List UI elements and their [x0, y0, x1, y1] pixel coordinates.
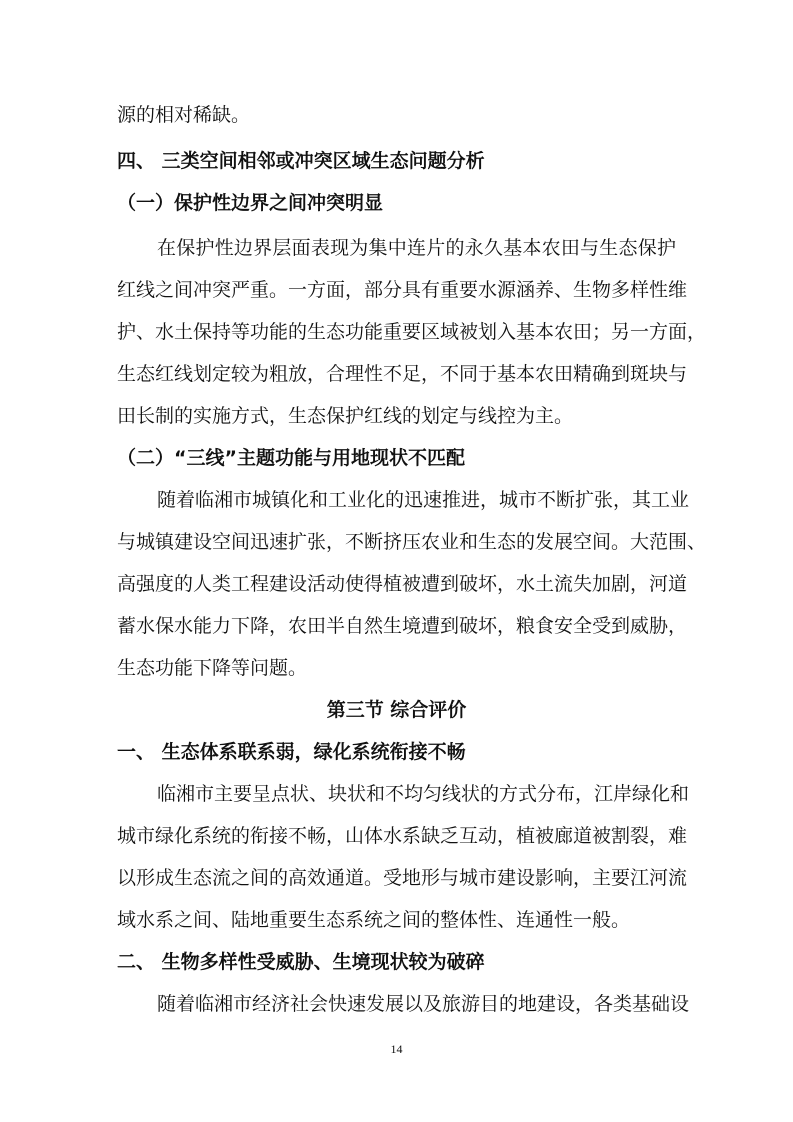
subsection-heading: （二）“三线”主题功能与用地现状不匹配: [117, 447, 465, 469]
page-number: 14: [390, 1042, 403, 1056]
paragraph-line: 生态功能下降等问题。: [117, 657, 308, 679]
section-heading: 四、 三类空间相邻或冲突区域生态问题分析: [117, 150, 485, 172]
section-heading: 一、 生态体系联系弱，绿化系统衔接不畅: [117, 741, 466, 763]
paragraph-line: 城市绿化系统的衔接不畅，山体水系缺乏互动，植被廊道被割裂，难: [117, 825, 688, 847]
paragraph-line: 生态红线划定较为粗放，合理性不足，不同于基本农田精确到斑块与: [117, 363, 688, 385]
paragraph-line: 高强度的人类工程建设活动使得植被遭到破坏，水土流失加剧，河道: [117, 573, 688, 595]
paragraph-line: 以形成生态流之间的高效通道。受地形与城市建设影响，主要江河流: [117, 867, 688, 889]
paragraph-line: 临湘市主要呈点状、块状和不均匀线状的方式分布，江岸绿化和: [157, 783, 690, 805]
chapter-section-title: 第三节 综合评价: [326, 699, 467, 721]
paragraph-line: 源的相对稀缺。: [117, 104, 251, 126]
paragraph-line: 田长制的实施方式，生态保护红线的划定与线控为主。: [117, 405, 574, 427]
paragraph-line: 护、水土保持等功能的生态功能重要区域被划入基本农田；另一方面，: [117, 321, 707, 343]
paragraph-line: 在保护性边界层面表现为集中连片的永久基本农田与生态保护: [157, 237, 676, 259]
paragraph-line: 蓄水保水能力下降，农田半自然生境遭到破坏，粮食安全受到威胁，: [117, 615, 688, 637]
paragraph-line: 与城镇建设空间迅速扩张，不断挤压农业和生态的发展空间。大范围、: [117, 531, 707, 553]
section-heading: 二、 生物多样性受威胁、生境现状较为破碎: [117, 951, 485, 973]
paragraph-line: 红线之间冲突严重。一方面，部分具有重要水源涵养、生物多样性维: [117, 279, 688, 301]
paragraph-line: 随着临湘市城镇化和工业化的迅速推进，城市不断扩张，其工业: [157, 489, 690, 511]
paragraph-line: 域水系之间、陆地重要生态系统之间的整体性、连通性一般。: [117, 909, 631, 931]
paragraph-line: 随着临湘市经济社会快速发展以及旅游目的地建设，各类基础设: [157, 993, 690, 1015]
subsection-heading: （一）保护性边界之间冲突明显: [117, 192, 384, 214]
